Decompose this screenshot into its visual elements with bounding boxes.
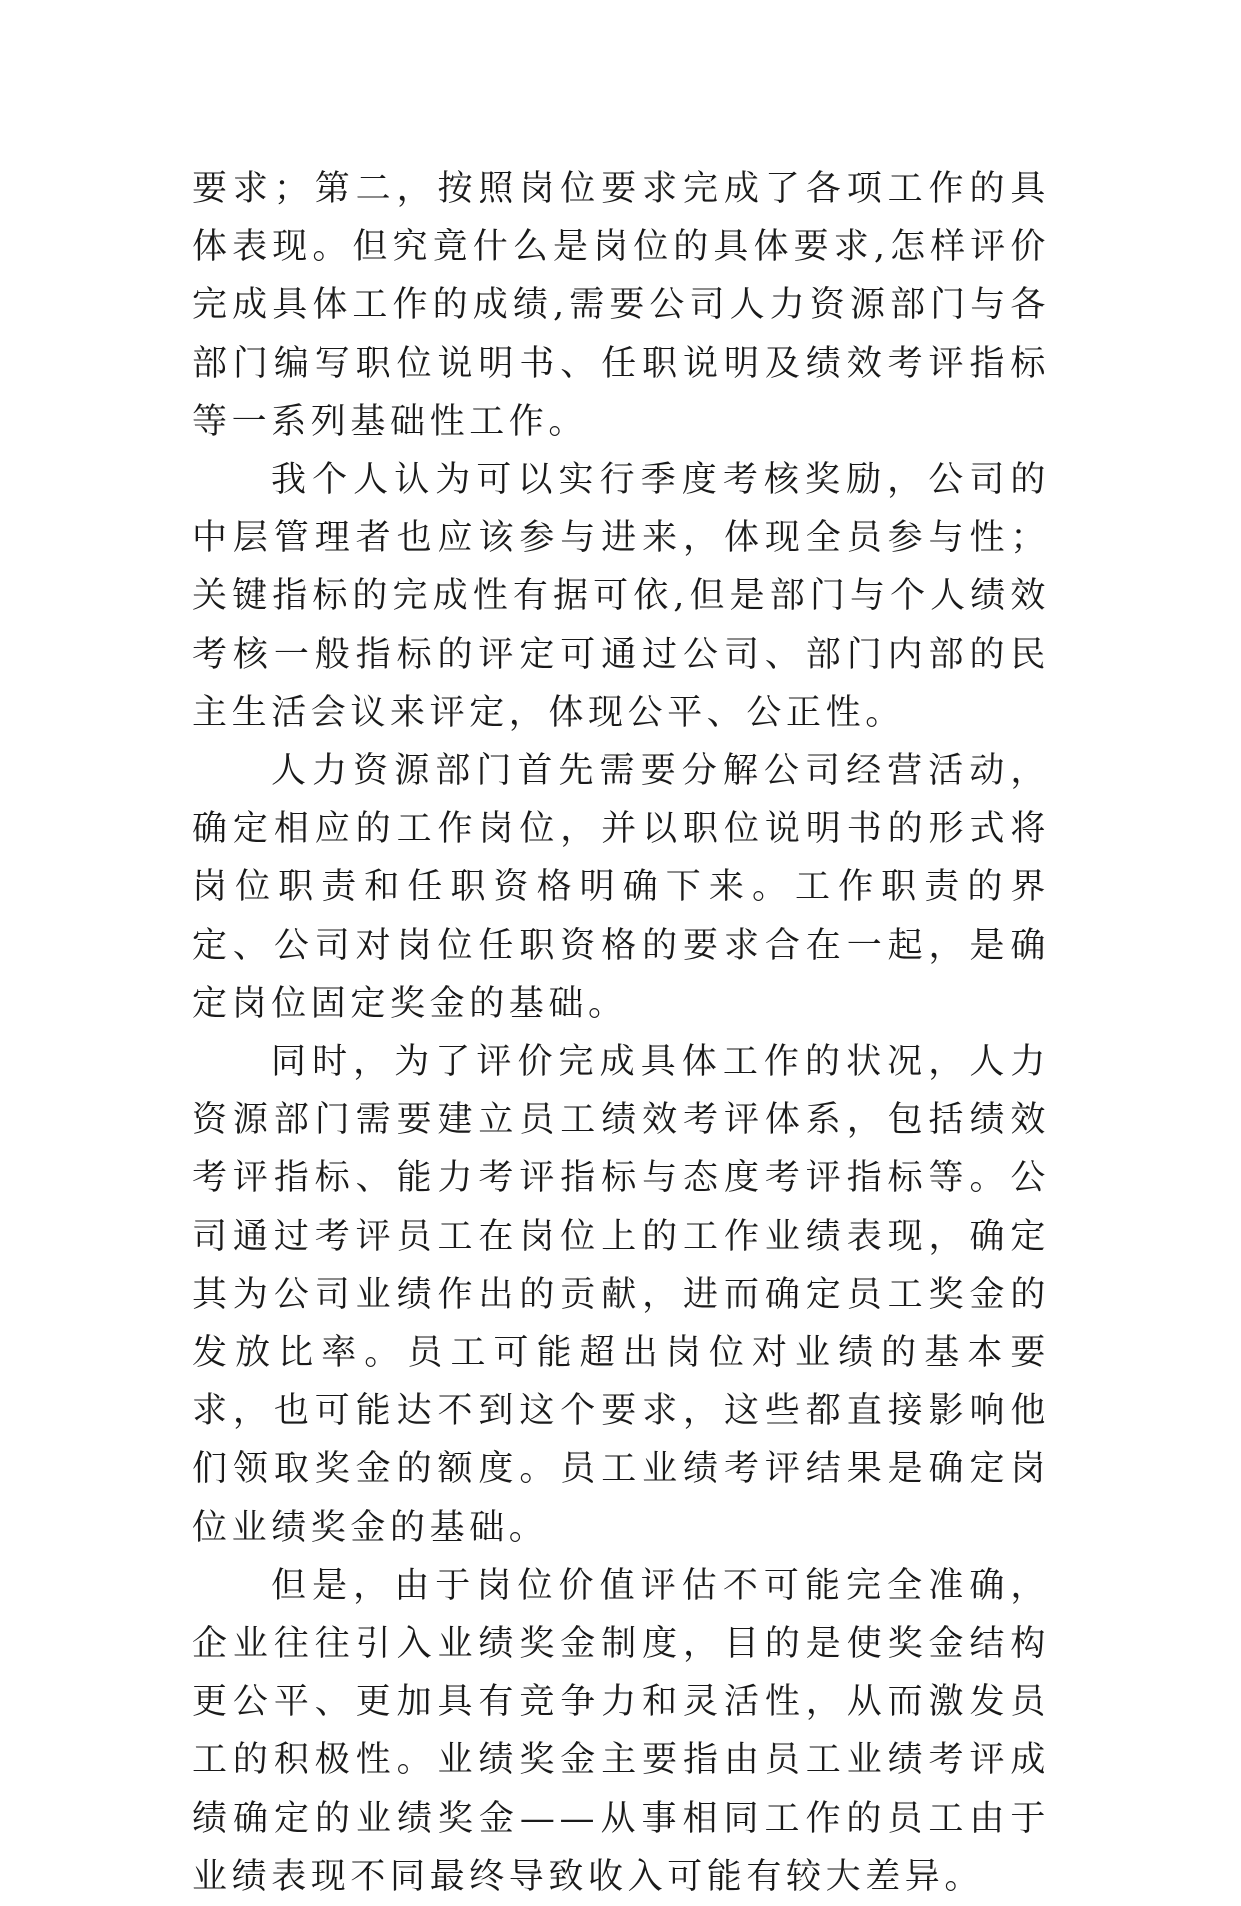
paragraph: 人力资源部门首先需要分解公司经营活动，确定相应的工作岗位，并以职位说明书的形式将岗位职责和任职资格明确下来。工作职责的界定、公司对岗位任职资格的要求合在一起，是确定岗位固定奖金的基础。 — [192, 751, 1050, 1024]
paragraph: 要求；第二，按照岗位要求完成了各项工作的具体表现。但究竟什么是岗位的具体要求,怎样评价完成具体工作的成绩,需要公司人力资源部门与各部门编写职位说明书、任职说明及绩效考评指标等一系列基础性工作。 — [192, 169, 1050, 442]
paragraph: 同时，为了评价完成具体工作的状况，人力资源部门需要建立员工绩效考评体系，包括绩效考评指标、能力考评指标与态度考评指标等。公司通过考评员工在岗位上的工作业绩表现，确定其为公司业绩作出的贡献，进而确定员工奖金的发放比率。员工可能超出岗位对业绩的基本要求，也可能达不到这个要求，这些都直接影响他们领取奖金的额度。员工业绩考评结果是确定岗位业绩奖金的基础。 — [192, 1042, 1050, 1548]
paragraph: 但是，由于岗位价值评估不可能完全准确，企业往往引入业绩奖金制度，目的是使奖金结构更公平、更加具有竞争力和灵活性，从而激发员工的积极性。业绩奖金主要指由员工业绩考评成绩确定的业绩奖金——从事相同工作的员工由于业绩表现不同最终导致收入可能有较大差异。 — [192, 1565, 1050, 1897]
body-text — [192, 160, 1050, 1906]
paragraph: 我个人认为可以实行季度考核奖励，公司的中层管理者也应该参与进来，体现全员参与性；关键指标的完成性有据可依,但是部门与个人绩效考核一般指标的评定可通过公司、部门内部的民主生活会议来评定，体现公平、公正性。 — [192, 460, 1050, 733]
